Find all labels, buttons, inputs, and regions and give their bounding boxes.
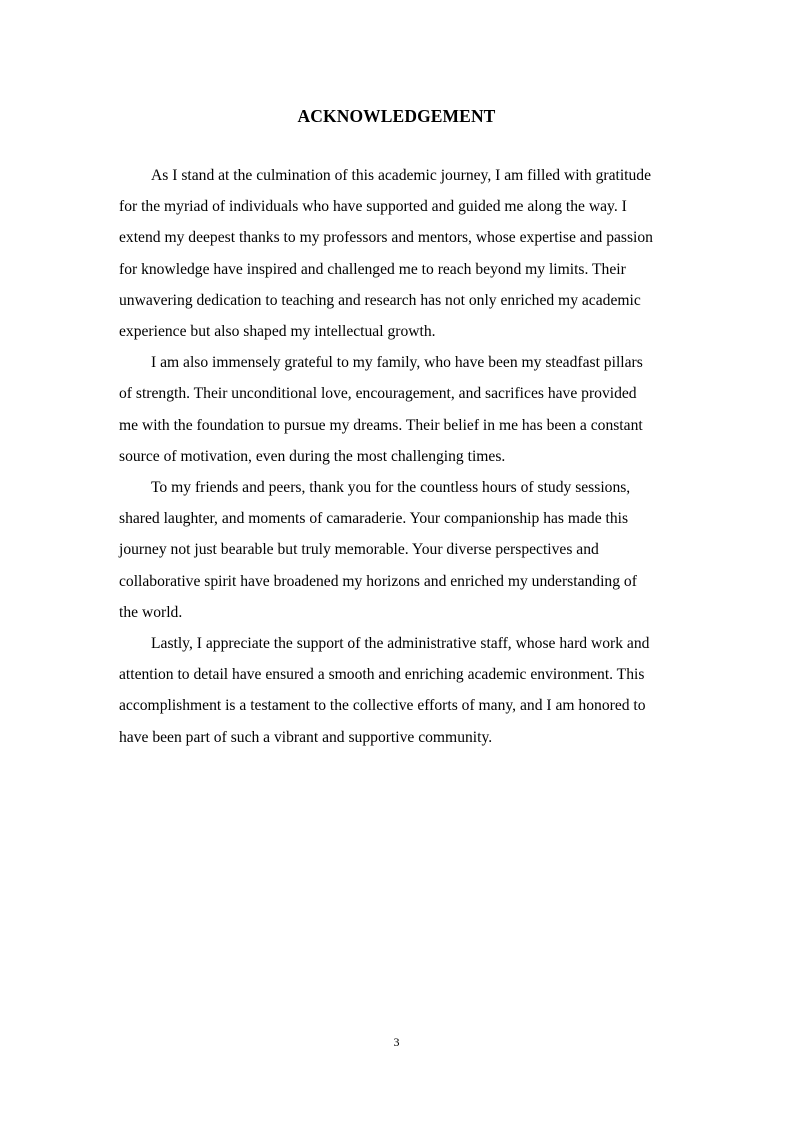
text-line: shared laughter, and moments of camaraderie. Your companionship has made this: [119, 510, 629, 528]
text-line: of strength. Their unconditional love, encouragement, and sacrifices have provided: [119, 385, 637, 403]
text-line: collaborative spirit have broadened my horizons and enriched my understanding of: [119, 572, 637, 590]
page-number: 3: [393, 1035, 400, 1049]
text-line: journey not just bearable but truly memorable. Your diverse perspectives and: [119, 541, 599, 559]
text-line: me with the foundation to pursue my dreams. Their belief in me has been a constant: [119, 416, 643, 434]
text-line: I am also immensely grateful to my family, who have been my steadfast pillars: [151, 354, 643, 372]
text-line: accomplishment is a testament to the collective efforts of many, and I am honored to: [119, 697, 646, 715]
paragraph-3: [119, 472, 679, 628]
text-line: experience but also shaped my intellectual growth.: [119, 323, 436, 341]
text-line: the world.: [119, 603, 183, 621]
text-line: unwavering dedication to teaching and research has not only enriched my academic: [119, 291, 641, 309]
page-title: ACKNOWLEDGEMENT: [297, 106, 496, 126]
text-line: for the myriad of individuals who have supported and guided me along the way. I: [119, 198, 627, 216]
text-line: Lastly, I appreciate the support of the administrative staff, whose hard work and: [151, 635, 650, 653]
text-line: To my friends and peers, thank you for the countless hours of study sessions,: [151, 479, 631, 497]
text-line: for knowledge have inspired and challenged me to reach beyond my limits. Their: [119, 260, 626, 278]
paragraph-4: [119, 628, 679, 753]
text-line: have been part of such a vibrant and supportive community.: [119, 728, 493, 746]
text-line: source of motivation, even during the most challenging times.: [119, 447, 506, 465]
text-line: As I stand at the culmination of this academic journey, I am filled with gratitude: [151, 167, 652, 184]
paragraph-1: [119, 160, 679, 347]
text-line: extend my deepest thanks to my professors and mentors, whose expertise and passion: [119, 229, 653, 247]
text-line: attention to detail have ensured a smooth and enriching academic environment. This: [119, 666, 645, 684]
acknowledgement-body: [119, 160, 679, 753]
paragraph-2: [119, 347, 679, 472]
